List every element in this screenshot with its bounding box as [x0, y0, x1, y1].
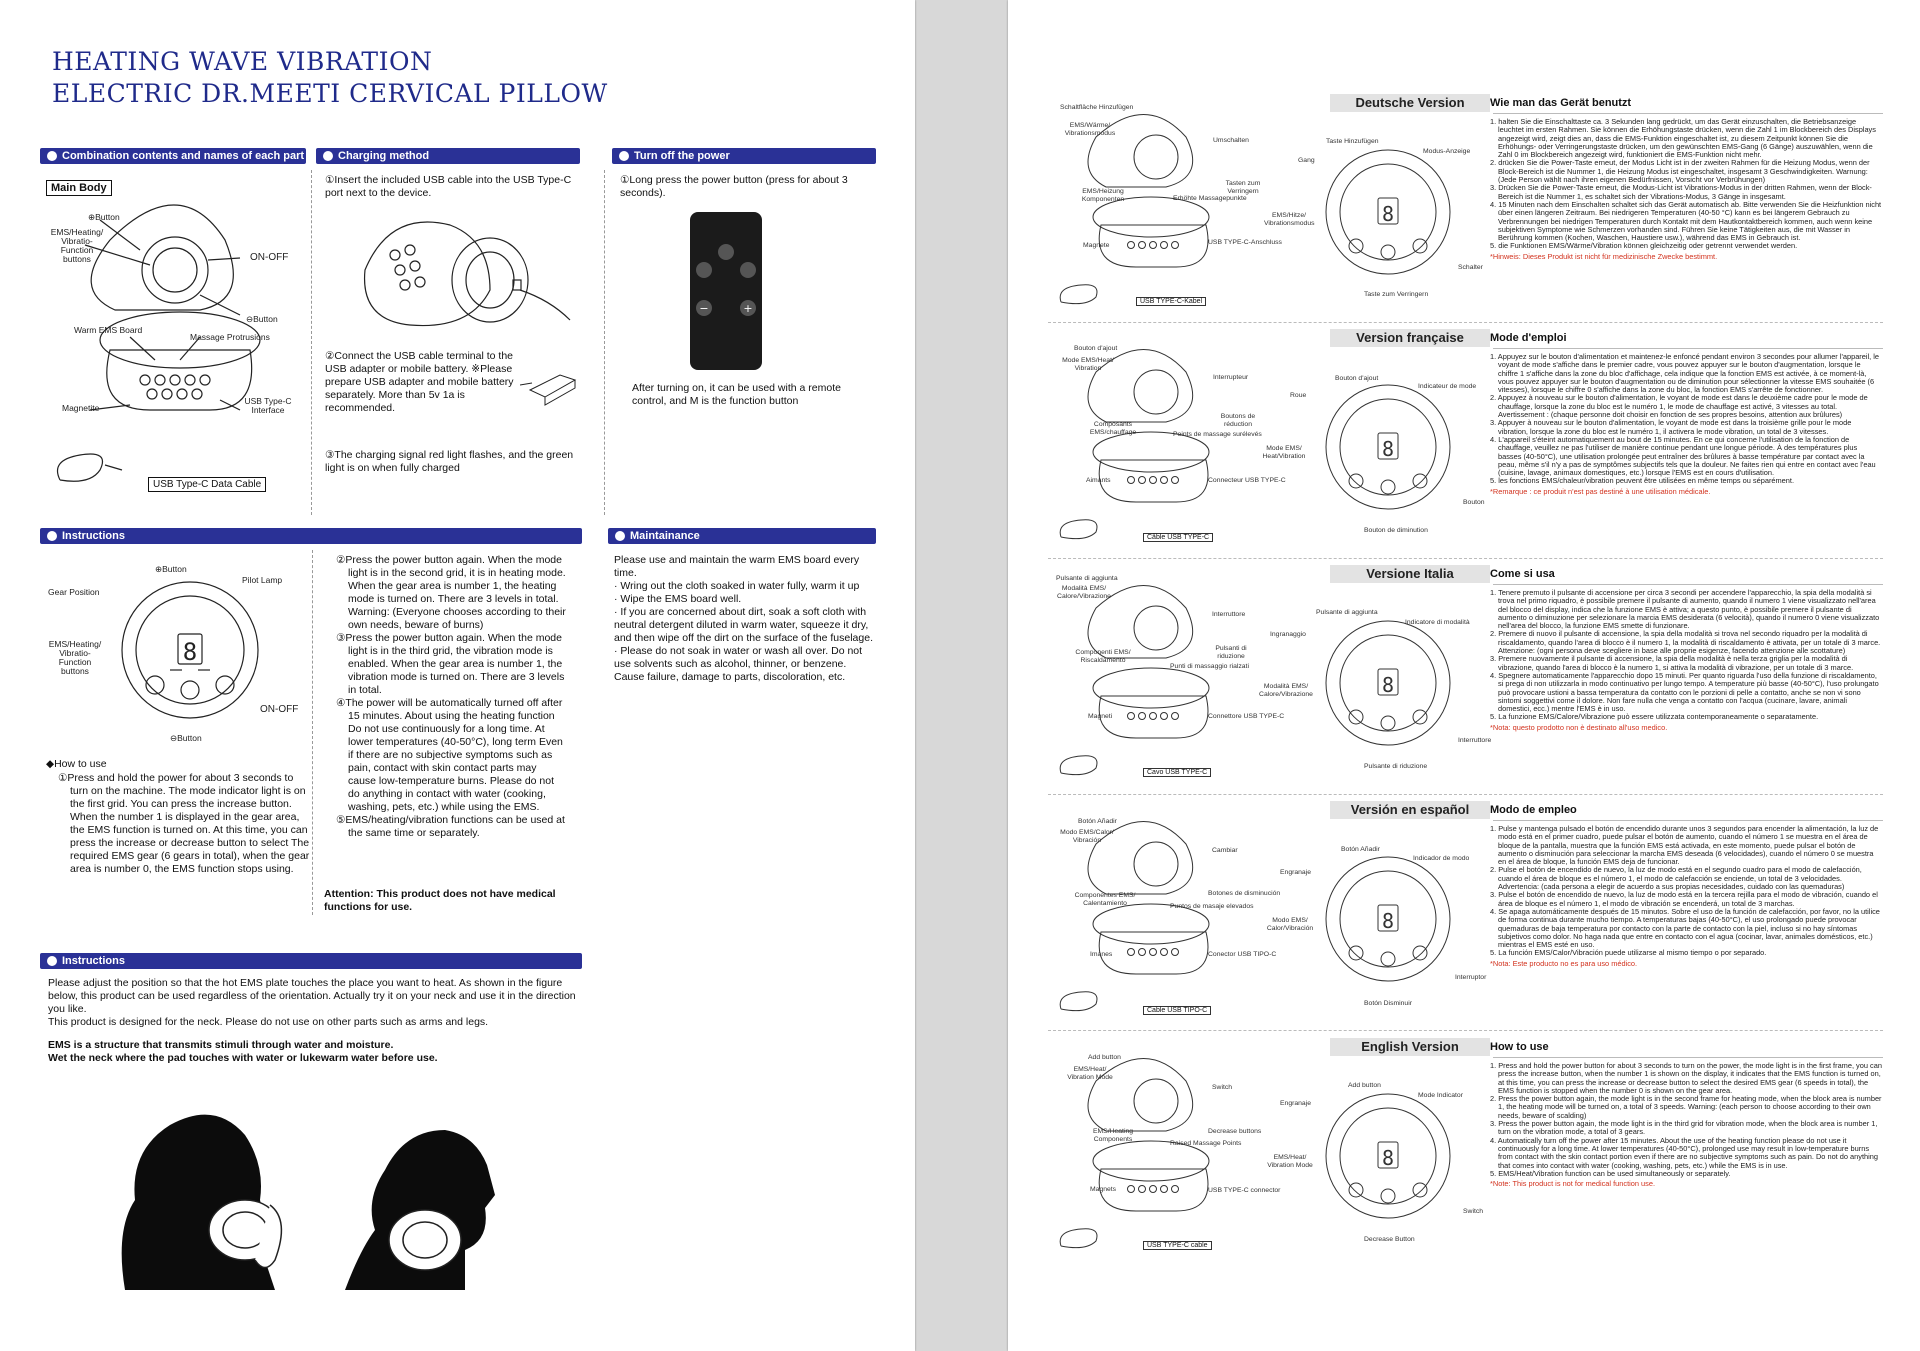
charging-illustration — [350, 210, 580, 340]
combo-header: Combination contents and names of each part — [40, 148, 306, 164]
combo-usb-label: USB Type-C Interface — [244, 396, 292, 415]
main-body-label: Main Body — [46, 180, 112, 196]
charging-step2: ②Connect the USB cable terminal to the USB adapter or mobile battery. ※Please prepare USB adapter and mobile battery separately. More than 5v 1a is recommended. — [325, 350, 514, 414]
divider — [604, 170, 605, 515]
language-subheading: Modo de empleo — [1490, 804, 1577, 816]
divider — [312, 550, 313, 915]
gear-position-label: Gear Position — [48, 587, 100, 597]
how-to-use-label: ◆How to use — [46, 758, 107, 770]
power-off-step1: ①Long press the power button (press for about 3 seconds). — [620, 174, 848, 199]
language-heading: English Version — [1330, 1038, 1490, 1056]
instructions2-text: Please adjust the position so that the hot EMS plate touches the place you want to heat. As shown in the figure below, this product can be used regardless of the orientation. Actually try it on your neck and use it in the direction you like. This product is designed for the neck. Please do not use on other parts such as arms and legs. EMS is a structure that transmits stimuli through water and moisture. Wet the neck where the pad touches with water or lukewarm water before use. — [48, 977, 576, 1064]
maintenance-header: Maintainance — [608, 528, 876, 544]
product-title: HEATING WAVE VIBRATION ELECTRIC DR.MEETI CERVICAL PILLOW — [52, 47, 608, 108]
instr-ems-label: EMS/Heating/ Vibratio-Function buttons — [48, 639, 102, 676]
power-off-header: Turn off the power — [612, 148, 876, 164]
language-body: 1. halten Sie die Einschalttaste ca. 3 Sekunden lang gedrückt, um das Gerät einzuschalten, die Betriebsanzeige leuchtet im ersten Rahmen. Sie können die Erhöhungstaste drücken, wenn die Zahl 1 im Blockbereich des Displays angezeigt wird, zeigt dies an, dass die EMS-Funktion eingeschaltet ist, zu diesem Zeitpunkt können Sie die Erhöhungs- oder Verringerungstaste drücken, um den gewünschten EMS-Gang (6 Gänge) auszuwählen, wenn die Zahl 0 im Blockbereich angezeigt wird, funktioniert die EMS-Funktion nicht mehr. 2. drücken Sie die Power-Taste erneut, der Modus Licht ist in der zweiten Rahmen für die Heizung Modus, wenn der Block-Bereich ist die Nummer 1, die Heizung Modus ist eingeschaltet, insgesamt 3 Geschwindigkeiten. Warnung: (Jede Person wählt nach ihren eigenen Bedürfnissen, Vorsicht vor Verbrühungen) 3. Drücken Sie die Power-Taste erneut, die Modus-Licht ist Vibrations-Modus in der dritten Rahmen, wenn der Block-Bereich ist die Nummer 1, es schaltet sich der Vibrations-Modus, 3 Gänge in insgesamt. 4. 15 Minuten nach dem Einschalten schaltet sich das Gerät automatisch ab. Bitte verwenden Sie die Heizfunktion nicht über einen längeren Zeitraum. Bei niedrigeren Temperaturen (40-50 °C) kann es bei längerem Gebrauch zu Verbrennungen bei niedrigen Temperaturen durch Kontakt mit dem Hautkontaktbereich kommen, auch wenn keine subjektiven Symptome wie Schmerzen vorhanden sind. Führen Sie keine Tätigkeiten aus, die mit Wasser in Berührung kommen (Kochen, Waschen, Haustiere usw.), während das EMS in Gebrauch ist. 5. die Funktionen EMS/Wärme/Vibration können gleichzeitig oder getrennt verwendet werden. *Hinweis: Dieses Produkt ist nicht für medizinische Zwecke bestimmt. — [1490, 117, 1882, 261]
control-panel-diagram — [1308, 839, 1468, 999]
medical-note: *Nota: Este producto no es para uso médico. — [1490, 958, 1638, 968]
charging-step1: ①Insert the included USB cable into the USB Type-C port next to the device. — [325, 174, 572, 199]
instructions-header: Instructions — [40, 528, 582, 544]
combo-cable-label: USB Type-C Data Cable — [148, 477, 266, 492]
pilot-lamp-label: Pilot Lamp — [242, 575, 283, 585]
medical-note: *Note: This product is not for medical function use. — [1490, 1179, 1656, 1189]
language-body: 1. Press and hold the power button for about 3 seconds to turn on the power, the mode light is in the first frame, you can press the increase button, when the number 1 is shown on the display, it indicates that the EMS function is turned on, at this time, you can press the increase or decrease button to select the desired EMS gear (6 speeds in total), the EMS function is stopped when the number 0 is shown on the gear area. 2. Press the power button again, the mode light is in the second frame for heating mode, when the block area is number 1, the heating mode will be turned on, a total of 3 speeds. Warning: (each person to choose according to their own needs, beware of scalding) 3. Press the power button again, the mode light is in the third grid for vibration mode, when the block area is number 1, turn on the vibration mode, a total of 3 gears. 4. Automatically turn off the power after 15 minutes. About the use of the heating function please do not use it continuously for a long time. At lower temperatures (40-50°C), prolonged use may result in low-temperature burns from contact with the skin contact portion even if there are no subjective symptoms such as pain. Do not do anything that comes into contact with water (cooking, washing, pets, etc.) while the EMS is in use. 5. EMS/Heat/Vibration function can be used simultaneously or separately. *Note: This product is not for medical function use. — [1490, 1061, 1882, 1189]
control-panel-diagram — [1308, 367, 1468, 527]
language-subheading: Wie man das Gerät benutzt — [1490, 97, 1632, 109]
combo-warm-label: Warm EMS Board — [74, 325, 143, 335]
charging-step3: ③The charging signal red light flashes, and the green light is on when fully charged — [325, 449, 574, 474]
combo-minus-label: ⊖Button — [246, 314, 278, 324]
section-italian: 8 Pulsante di aggiunta Modalità EMS/ Calore/Vibrazione Interruttore Pulsanti di riduzione Componenti EMS/ Riscaldamento Punti di massaggio rialzati Magneti Connettore USB TYPE-C Cavo USB TYPE-C Pulsante di aggiunta Indicatore di modalità Ingranaggio Modalità EMS/ Calore/Vibrazione Interruttore Pulsante di riduzione Versione Italia Come si usa 1. Tenere premuto il pulsante di accensione per circa 3 secondi per accendere l'apparecchio, la spia della modalità si trova nel primo riquadro, è possibile premere il pulsante di aumento, quando il numero 1 viene visualizzato nell'area del blocco del display, indica che la funzione EMS è attiva; a questo punto, è possibile premere il pulsante di aumento o diminuzione per selezionare la marcia EMS desiderata (6 velocità), quando il numero 0 viene visualizzato nell'area del blocco, la funzione EMS smette di funzionare. 2. Premere di nuovo il pulsante di accensione, la spia della modalità si trova nel secondo riquadro per la modalità di riscaldamento, quando l'area di blocco è il numero 1, la modalità di riscaldamento è attivata, per un totale di 3 marce. Attenzione: (ogni persona deve scegliere in base alle proprie esigenze, facendo attenzione alle scottature) 3. Premere nuovamente il pulsante di accensione, la spia della modalità è nella terza griglia per la modalità di vibrazione, quando l'area di blocco è la numero 1, si attiva la modalità di vibrazione, per un totale di 3 marce. 4. Spegnere automaticamente l'apparecchio dopo 15 minuti. Per quanto riguarda l'uso della funzione di riscaldamento, si prega di non utilizzarla in modo continuativo per lungo tempo. A temperature più basse (40-50°C), l'uso prolungato può provocare ustioni a bassa temperatura da contatto con le porzioni di pelle a contatto, anche se non vi sono sintomi soggettivi come il dolore. Non fare nulla che venga a contatto con l'acqua (cucinare, lavare, animali domestici, ecc.) mentre l'EMS è in uso. 5. La funzione EMS/Calore/Vibrazione può essere utilizzata contemporaneamente o separatamente. *Nota: questo prodotto non è destinato all'uso medico. — [1008, 563, 1920, 799]
instr-step2: ②Press the power button again. When the mode light is in the second grid, it is in heating mode. When the gear area is number 1, the heating mode is turned on. There are 3 levels in total. Warning: (Everyone chooses according to their own needs, beware of burns) — [336, 554, 566, 631]
divider — [1493, 584, 1883, 585]
divider — [311, 170, 312, 515]
divider — [1048, 322, 1883, 323]
language-heading: Versión en español — [1330, 801, 1490, 819]
combo-ems-label: EMS/Heating/ Vibratio-Function buttons — [50, 227, 104, 264]
svg-text:8: 8 — [1381, 673, 1395, 697]
combo-plus-label: ⊕Button — [88, 212, 120, 222]
remote-control — [690, 212, 764, 372]
instr-step3: ③Press the power button again. When the mode light is in the third grid, the vibration mode is enabled. When the gear area is number 1, the vibration mode is turned on. There are 3 levels in total. — [336, 632, 565, 696]
divider — [1493, 113, 1883, 114]
divider — [1048, 1030, 1883, 1031]
medical-note: *Nota: questo prodotto non è destinato all'uso medico. — [1490, 722, 1668, 732]
language-heading: Versione Italia — [1330, 565, 1490, 583]
svg-text:8: 8 — [1381, 1146, 1395, 1170]
svg-text:−: − — [699, 302, 709, 315]
section-english: 8 Add button EMS/Heat/ Vibration Mode Switch Decrease buttons EMS/Heating Components Raised Massage Points Magnets USB TYPE-C connector USB TYPE-C cable Add button Mode Indicator Engranaje EMS/Heat/ Vibration Mode Switch Decrease Button English Version How to use 1. Press and hold the power button for about 3 seconds to turn on the power, the mode light is in the first frame, you can press the increase button, when the number 1 is shown on the display, it indicates that the EMS function is turned on, at this time, you can press the increase or decrease button to select the desired EMS gear (6 speeds in total), the EMS function is stopped when the number 0 is shown on the gear area. 2. Press the power button again, the mode light is in the second frame for heating mode, when the block area is number 1, the heating mode will be turned on, a total of 3 speeds. Warning: (each person to choose according to their own needs, beware of scalding) 3. Press the power button again, the mode light is in the third grid for vibration mode, when the block area is number 1, turn on the vibration mode, a total of 3 gears. 4. Automatically turn off the power after 15 minutes. About the use of the heating function please do not use it continuously for a long time. At lower temperatures (40-50°C), prolonged use may result in low-temperature burns from contact with the skin contact portion even if there are no subjective symptoms such as pain. Do not do anything that comes into contact with water (cooking, washing, pets, etc.) while the EMS is in use. 5. EMS/Heat/Vibration function can be used simultaneously or separately. *Note: This product is not for medical function use. — [1008, 1036, 1920, 1272]
combo-massage-label: Massage Protrusions — [190, 332, 270, 342]
section-spanish: 8 Botón Añadir Modo EMS/Calor/ Vibración Cambiar Botones de disminución Componentes EMS/ Calentamiento Puntos de masaje elevados Imanes Conector USB TIPO-C Cable USB TIPO-C Botón Añadir Indicador de modo Engranaje Modo EMS/ Calor/Vibración Interruptor Botón Disminuir Versión en español Modo de empleo 1. Pulse y mantenga pulsado el botón de encendido durante unos 3 segundos para encender la alimentación, la luz de modo está en el primer cuadro, puede pulsar el botón de aumento, cuando el número 1 se muestra en el área de bloque de la pantalla, muestra que la función EMS está activada, en este momento, puede pulsar el botón de aumento o disminución para seleccionar la marcha EMS deseada (6 velocidades), cuando el número 0 se muestra en el área de bloque, la función EMS deja de funcionar. 2. Pulse el botón de encendido de nuevo, la luz de modo está en el segundo cuadro para el modo de calefacción, cuando el área de bloque es el número 1, el modo de calefacción se enciende, un total de 3 velocidades. Advertencia: (cada persona a elegir de acuerdo a sus propias necesidades, cuidado con las quemaduras) 3. Pulse el botón de encendido de nuevo, la luz de modo está en la tercera rejilla para el modo de vibración, cuando el área de bloque es el número 1, el modo de vibración se encenderá, un total de 3 marchas. 4. Se apaga automáticamente después de 15 minutos. Sobre el uso de la función de calefacción, por favor, no la utilice de forma continua durante mucho tiempo. A temperaturas bajas (40-50°C), el uso prolongado puede provocar quemaduras de baja temperatura por contacto con la parte de contacto con la piel, incluso si no hay síntomas subjetivos como dolor. No haga nada que entre en contacto con el agua (cocinar, lavar, animales domésticos, etc.) mientras el EMS esté en uso. 5. La función EMS/Calor/Vibración puede utilizarse al mismo tiempo o por separado. *Nota: Este producto no es para uso médico. — [1008, 799, 1920, 1035]
language-heading: Deutsche Version — [1330, 94, 1490, 112]
combo-magnetite-label: Magnetite — [62, 403, 100, 413]
divider — [1048, 794, 1883, 795]
language-body: 1. Tenere premuto il pulsante di accensione per circa 3 secondi per accendere l'apparecchio, la spia della modalità si trova nel primo riquadro, è possibile premere il pulsante di aumento, quando il numero 1 viene visualizzato nell'area del blocco del display, indica che la funzione EMS è attiva; a questo punto, è possibile premere il pulsante di aumento o diminuzione per selezionare la marcia EMS desiderata (6 velocità), quando il numero 0 viene visualizzato nell'area del blocco, la funzione EMS smette di funzionare. 2. Premere di nuovo il pulsante di accensione, la spia della modalità si trova nel secondo riquadro per la modalità di riscaldamento, quando l'area di blocco è il numero 1, la modalità di riscaldamento è attivata, per un totale di 3 marce. Attenzione: (ogni persona deve scegliere in base alle proprie esigenze, facendo attenzione alle scottature) 3. Premere nuovamente il pulsante di accensione, la spia della modalità è nella terza griglia per la modalità di vibrazione, quando l'area di blocco è la numero 1, si attiva la modalità di vibrazione, per un totale di 3 marce. 4. Spegnere automaticamente l'apparecchio dopo 15 minuti. Per quanto riguarda l'uso della funzione di riscaldamento, si prega di non utilizzarla in modo continuativo per lungo tempo. A temperature più basse (40-50°C), l'uso prolungato può provocare ustioni a bassa temperatura da contatto con le porzioni di pelle a contatto, anche se non vi sono sintomi soggettivi come il dolore. Non fare nulla che venga a contatto con l'acqua (cucinare, lavare, animali domestici, ecc.) mentre l'EMS è in uso. 5. La funzione EMS/Calore/Vibrazione può essere utilizzata contemporaneamente o separatamente. *Nota: questo prodotto non è destinato all'uso medico. — [1490, 588, 1881, 732]
instr-step5: ⑤EMS/heating/vibration functions can be used at the same time or separately. — [336, 814, 565, 839]
control-panel-diagram — [1308, 1076, 1468, 1236]
language-heading: Version française — [1330, 329, 1490, 347]
section-french: 8 Bouton d'ajout Mode EMS/Heat/ Vibration Interrupteur Boutons de réduction Composants EMS/chauffage Points de massage surélevés Aimants Connecteur USB TYPE-C Câble USB TYPE-C Bouton d'ajout Indicateur de mode Roue Mode EMS/ Heat/Vibration Bouton Bouton de diminution Version française Mode d'emploi 1. Appuyez sur le bouton d'alimentation et maintenez-le enfoncé pendant environ 3 secondes pour allumer l'appareil, le voyant de mode s'affiche dans le premier cadre, vous pouvez appuyer sur le bouton d'augmentation, lorsque le chiffre 1 s'affiche dans la zone du bloc d'affichage, cela indique que la fonction EMS est activée, à ce moment-là, vous pouvez appuyer sur le bouton d'augmentation ou de diminution pour sélectionner la vitesse EMS souhaitée (6 vitesses), lorsque le chiffre 0 s'affiche dans la zone du bloc, la fonction EMS s'arrête de fonctionner. 2. Appuyez à nouveau sur le bouton d'alimentation, le voyant de mode est dans le deuxième cadre pour le mode de chauffage, lorsque la zone du bloc est le numéro 1, le mode de chauffage est activé, 3 vitesses au total. Avertissement : (chaque personne doit choisir en fonction de ses propres besoins, attention aux brûlures) 3. Appuyer à nouveau sur le bouton d'alimentation, le voyant de mode est dans la troisième grille pour le mode vibration, lorsque la zone du bloc est le numéro 1, il activera le mode vibration, un total de 3 vitesses. 4. L'appareil s'éteint automatiquement au bout de 15 minutes. En ce qui concerne l'utilisation de la fonction de chauffage, veuillez ne pas l'utiliser de manière continue pendant une longue période. À des températures plus basses (40-50°C), une utilisation prolongée peut entraîner des brûlures à basse température par contact avec la peau, même s'il n'y a pas de symptômes subjectifs tels que la douleur. Ne faites rien qui entre en contact avec l'eau (cuisine, lavage, animaux domestiques, etc.) lorsque l'EMS est en cours d'utilisation. 5. les fonctions EMS/chaleur/vibration peuvent être utilisées en même temps ou séparément. *Remarque : ce produit n'est pas destiné à une utilisation médicale. — [1008, 327, 1920, 563]
instr-onoff-label: ON-OFF — [260, 704, 299, 715]
control-panel-diagram — [1308, 132, 1468, 292]
instr-step4: ④The power will be automatically turned off after 15 minutes. About using the heating function Do not use continuously for a long time. At lower temperatures (40-50°C), long term Even if there are no subjective symptoms such as pain, contact with skin contact parts may cause low-temperature burns. Please do not do anything in contact with water (cooking, washing, pets, etc.) while using the EMS. — [336, 697, 563, 813]
instr-steps-right — [336, 554, 566, 840]
language-body: 1. Pulse y mantenga pulsado el botón de encendido durante unos 3 segundos para encender la alimentación, la luz de modo está en el primer cuadro, puede pulsar el botón de aumento, cuando el número 1 se muestra en el área de bloque de la pantalla, muestra que la función EMS está activada, en este momento, puede pulsar el botón de aumento o disminución para seleccionar la marcha EMS deseada (6 velocidades), cuando el número 0 se muestra en el área de bloque, la función EMS deja de funcionar. 2. Pulse el botón de encendido de nuevo, la luz de modo está en el segundo cuadro para el modo de calefacción, cuando el área de bloque es el número 1, el modo de calefacción se enciende, un total de 3 velocidades. Advertencia: (cada persona a elegir de acuerdo a sus propias necesidades, cuidado con las quemaduras) 3. Pulse el botón de encendido de nuevo, la luz de modo está en la tercera rejilla para el modo de vibración, cuando el área de bloque es el número 1, el modo de vibración se encenderá, un total de 3 marchas. 4. Se apaga automáticamente después de 15 minutos. Sobre el uso de la función de calefacción, por favor, no la utilice de forma continua durante mucho tiempo. A temperaturas bajas (40-50°C), el uso prolongado puede provocar quemaduras de baja temperatura por contacto con la parte de contacto con la piel, incluso si no hay síntomas subjetivos como dolor. No haga nada que entre en contacto con el agua (cocinar, lavar, animales domésticos, etc.) mientras el EMS esté en uso. 5. La función EMS/Calor/Vibración puede utilizarse al mismo tiempo o por separado. *Nota: Este producto no es para uso médico. — [1490, 825, 1882, 968]
charging-header: Charging method — [316, 148, 580, 164]
attention-note: Attention: This product does not have medical functions for use. — [324, 888, 556, 913]
svg-text:+: + — [743, 302, 753, 315]
control-panel-diagram — [100, 560, 283, 740]
divider — [1493, 820, 1883, 821]
usb-adapter-icon — [520, 355, 580, 415]
instr-step1: ①Press and hold the power for about 3 seconds to turn on the machine. The mode indicator light is on the first grid. You can press the increase button. When the number 1 is displayed in the gear area, the EMS function is turned on. At this time, you can press the increase or decrease button to select The required EMS gear (6 gears in total), when the gear area is number 0, the EMS function stops using. — [58, 772, 310, 875]
medical-note: *Hinweis: Dieses Produkt ist nicht für medizinische Zwecke bestimmt. — [1490, 251, 1718, 261]
divider — [1493, 1057, 1883, 1058]
instr-plus-label: ⊕Button — [155, 564, 187, 574]
language-body: 1. Appuyez sur le bouton d'alimentation et maintenez-le enfoncé pendant environ 3 secondes pour allumer l'appareil, le voyant de mode s'affiche dans le premier cadre, vous pouvez appuyer sur le bouton d'augmentation, lorsque le chiffre 1 s'affiche dans la zone du bloc d'affichage, cela indique que la fonction EMS est activée, à ce moment-là, vous pouvez appuyer sur le bouton d'augmentation ou de diminution pour sélectionner la vitesse EMS souhaitée (6 vitesses), lorsque le chiffre 0 s'affiche dans la zone du bloc, la fonction EMS s'arrête de fonctionner. 2. Appuyez à nouveau sur le bouton d'alimentation, le voyant de mode est dans le deuxième cadre pour le mode de chauffage, lorsque la zone du bloc est le numéro 1, le mode de chauffage est activé, 3 vitesses au total. Avertissement : (chaque personne doit choisir en fonction de ses propres besoins, attention aux brûlures) 3. Appuyer à nouveau sur le bouton d'alimentation, le voyant de mode est dans la troisième grille pour le mode vibration, lorsque la zone du bloc est le numéro 1, il activera le mode vibration, un total de 3 vitesses. 4. L'appareil s'éteint automatiquement au bout de 15 minutes. En ce qui concerne l'utilisation de la fonction de chauffage, veuillez ne pas l'utiliser de manière continue pendant une longue période. À des températures plus basses (40-50°C), une utilisation prolongée peut entraîner des brûlures à basse température par contact avec la peau, même s'il n'y a pas de symptômes subjectifs tels que la douleur. Ne faites rien qui entre en contact avec l'eau (cuisine, lavage, animaux domestiques, etc.) lorsque l'EMS est en cours d'utilisation. 5. les fonctions EMS/chaleur/vibration peuvent être utilisées en même temps ou séparément. *Remarque : ce produit n'est pas destiné à une utilisation médicale. — [1490, 353, 1882, 496]
instr-minus-label: ⊖Button — [170, 733, 202, 743]
power-off-remote-note: After turning on, it can be used with a remote control, and M is the function button — [632, 382, 841, 407]
language-subheading: Come si usa — [1490, 568, 1555, 580]
divider — [1048, 558, 1883, 559]
neck-usage-illustration — [115, 1090, 595, 1300]
medical-note: *Remarque : ce produit n'est pas destiné à une utilisation médicale. — [1490, 486, 1711, 496]
svg-text:8: 8 — [1381, 202, 1395, 226]
section-german: 8 Schaltfläche Hinzufügen EMS/Wärme/ Vibrationsmodus Umschalten Tasten zum Verringern EMS/Heizung Komponenten Erhöhte Massagepunkte Magnete USB TYPE-C-Anschluss USB TYPE-C-Kabel Taste Hinzufügen Modus-Anzeige Gang EMS/Hitze/ Vibrationsmodus Schalter Taste zum Verringern Deutsche Version Wie man das Gerät benutzt 1. halten Sie die Einschalttaste ca. 3 Sekunden lang gedrückt, um das Gerät einzuschalten, die Betriebsanzeige leuchtet im ersten Rahmen. Sie können die Erhöhungstaste drücken, wenn die Zahl 1 im Blockbereich des Displays angezeigt wird, zeigt dies an, dass die EMS-Funktion eingeschaltet ist, zu diesem Zeitpunkt können Sie die Erhöhungs- oder Verringerungstaste drücken, um den gewünschten EMS-Gang (6 Gänge) auszuwählen, wenn die Zahl 0 im Blockbereich angezeigt wird, funktioniert die EMS-Funktion nicht mehr. 2. drücken Sie die Power-Taste erneut, der Modus Licht ist in der zweiten Rahmen für die Heizung Modus, wenn der Block-Bereich ist die Nummer 1, die Heizung Modus ist eingeschaltet, insgesamt 3 Geschwindigkeiten. Warnung: (Jede Person wählt nach ihren eigenen Bedürfnissen, Vorsicht vor Verbrühungen) 3. Drücken Sie die Power-Taste erneut, die Modus-Licht ist Vibrations-Modus in der dritten Rahmen, wenn der Block-Bereich ist die Nummer 1, es schaltet sich der Vibrations-Modus, 3 Gänge in insgesamt. 4. 15 Minuten nach dem Einschalten schaltet sich das Gerät automatisch ab. Bitte verwenden Sie die Heizfunktion nicht über einen längeren Zeitraum. Bei niedrigeren Temperaturen (40-50 °C) kann es bei längerem Gebrauch zu Verbrennungen bei niedrigen Temperaturen durch Kontakt mit dem Hautkontaktbereich kommen, auch wenn keine subjektiven Symptome wie Schmerzen vorhanden sind. Führen Sie keine Tätigkeiten aus, die mit Wasser in Berührung kommen (Kochen, Waschen, Haustiere usw.), während das EMS in Gebrauch ist. 5. die Funktionen EMS/Wärme/Vibration können gleichzeitig oder getrennt verwendet werden. *Hinweis: Dieses Produkt ist nicht für medizinische Zwecke bestimmt. — [1008, 92, 1920, 328]
control-panel-diagram — [1308, 603, 1468, 763]
svg-text:8: 8 — [1381, 437, 1395, 461]
divider — [1493, 348, 1883, 349]
gear-digit: 8 — [182, 638, 198, 666]
language-subheading: Mode d'emploi — [1490, 332, 1567, 344]
language-subheading: How to use — [1490, 1041, 1549, 1053]
manual-page-english — [0, 0, 915, 1351]
combo-onoff-label: ON-OFF — [250, 252, 289, 263]
instructions2-header: Instructions — [40, 953, 582, 969]
maintenance-text: Please use and maintain the warm EMS board every time. · Wring out the cloth soaked in water fully, warm it up · Wipe the EMS board well. · If you are concerned about dirt, soak a soft cloth with neutral detergent diluted in warm water, squeeze it dry, and then wipe off the dirt on the surface of the fuselage. · Please do not soak in water or wash all over. Do not use solvents such as alcohol, thinner, or benzene. Cause failure, damage to parts, discoloration, etc. — [614, 554, 873, 683]
manual-page-multilingual — [1008, 0, 1920, 1351]
svg-text:8: 8 — [1381, 909, 1395, 933]
